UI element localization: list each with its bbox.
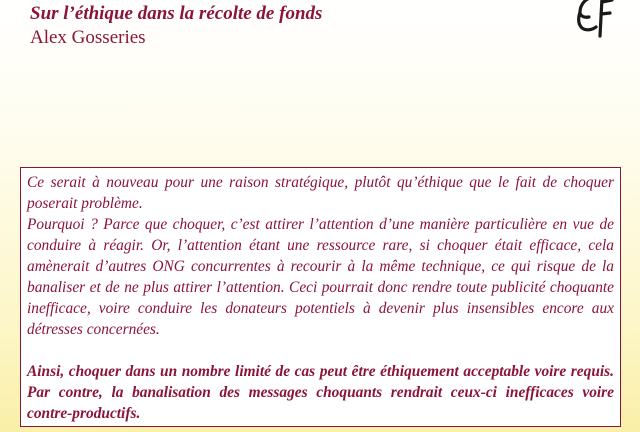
author-name: Alex Gosseries [30,27,146,48]
ef-logo-icon [566,0,618,44]
quote-box [20,167,621,427]
conclusion-paragraph: Ainsi, choquer dans un nombre limité de cas peut être éthiquement acceptable voire requis. Par contre, la banalisation des messages choquants rendrait ceux-ci inefficaces voire contre-productifs. [27,363,614,422]
intro-paragraph: Ce serait à nouveau pour une raison stratégique, plutôt qu’éthique que le fait de choquer poserait problème. [27,174,614,212]
explanation-paragraph: Pourquoi ? Parce que choquer, c’est attirer l’attention d’une manière particulière en vue de conduire à réagir. Or, l’attention étant une ressource rare, si choquer était efficace, cela amènerait d’autres ONG concurrentes à recourir à la même technique, ce qui risque de la banaliser et de ne plus attirer l’attention. Ceci pourrait donc rendre toute publicité choquante inefficace, voire conduire les donateurs potentiels à devenir plus insensibles encore aux détresses concernées. [27,216,614,338]
page-title: Sur l’éthique dans la récolte de fonds [30,3,323,24]
header [30,2,322,50]
